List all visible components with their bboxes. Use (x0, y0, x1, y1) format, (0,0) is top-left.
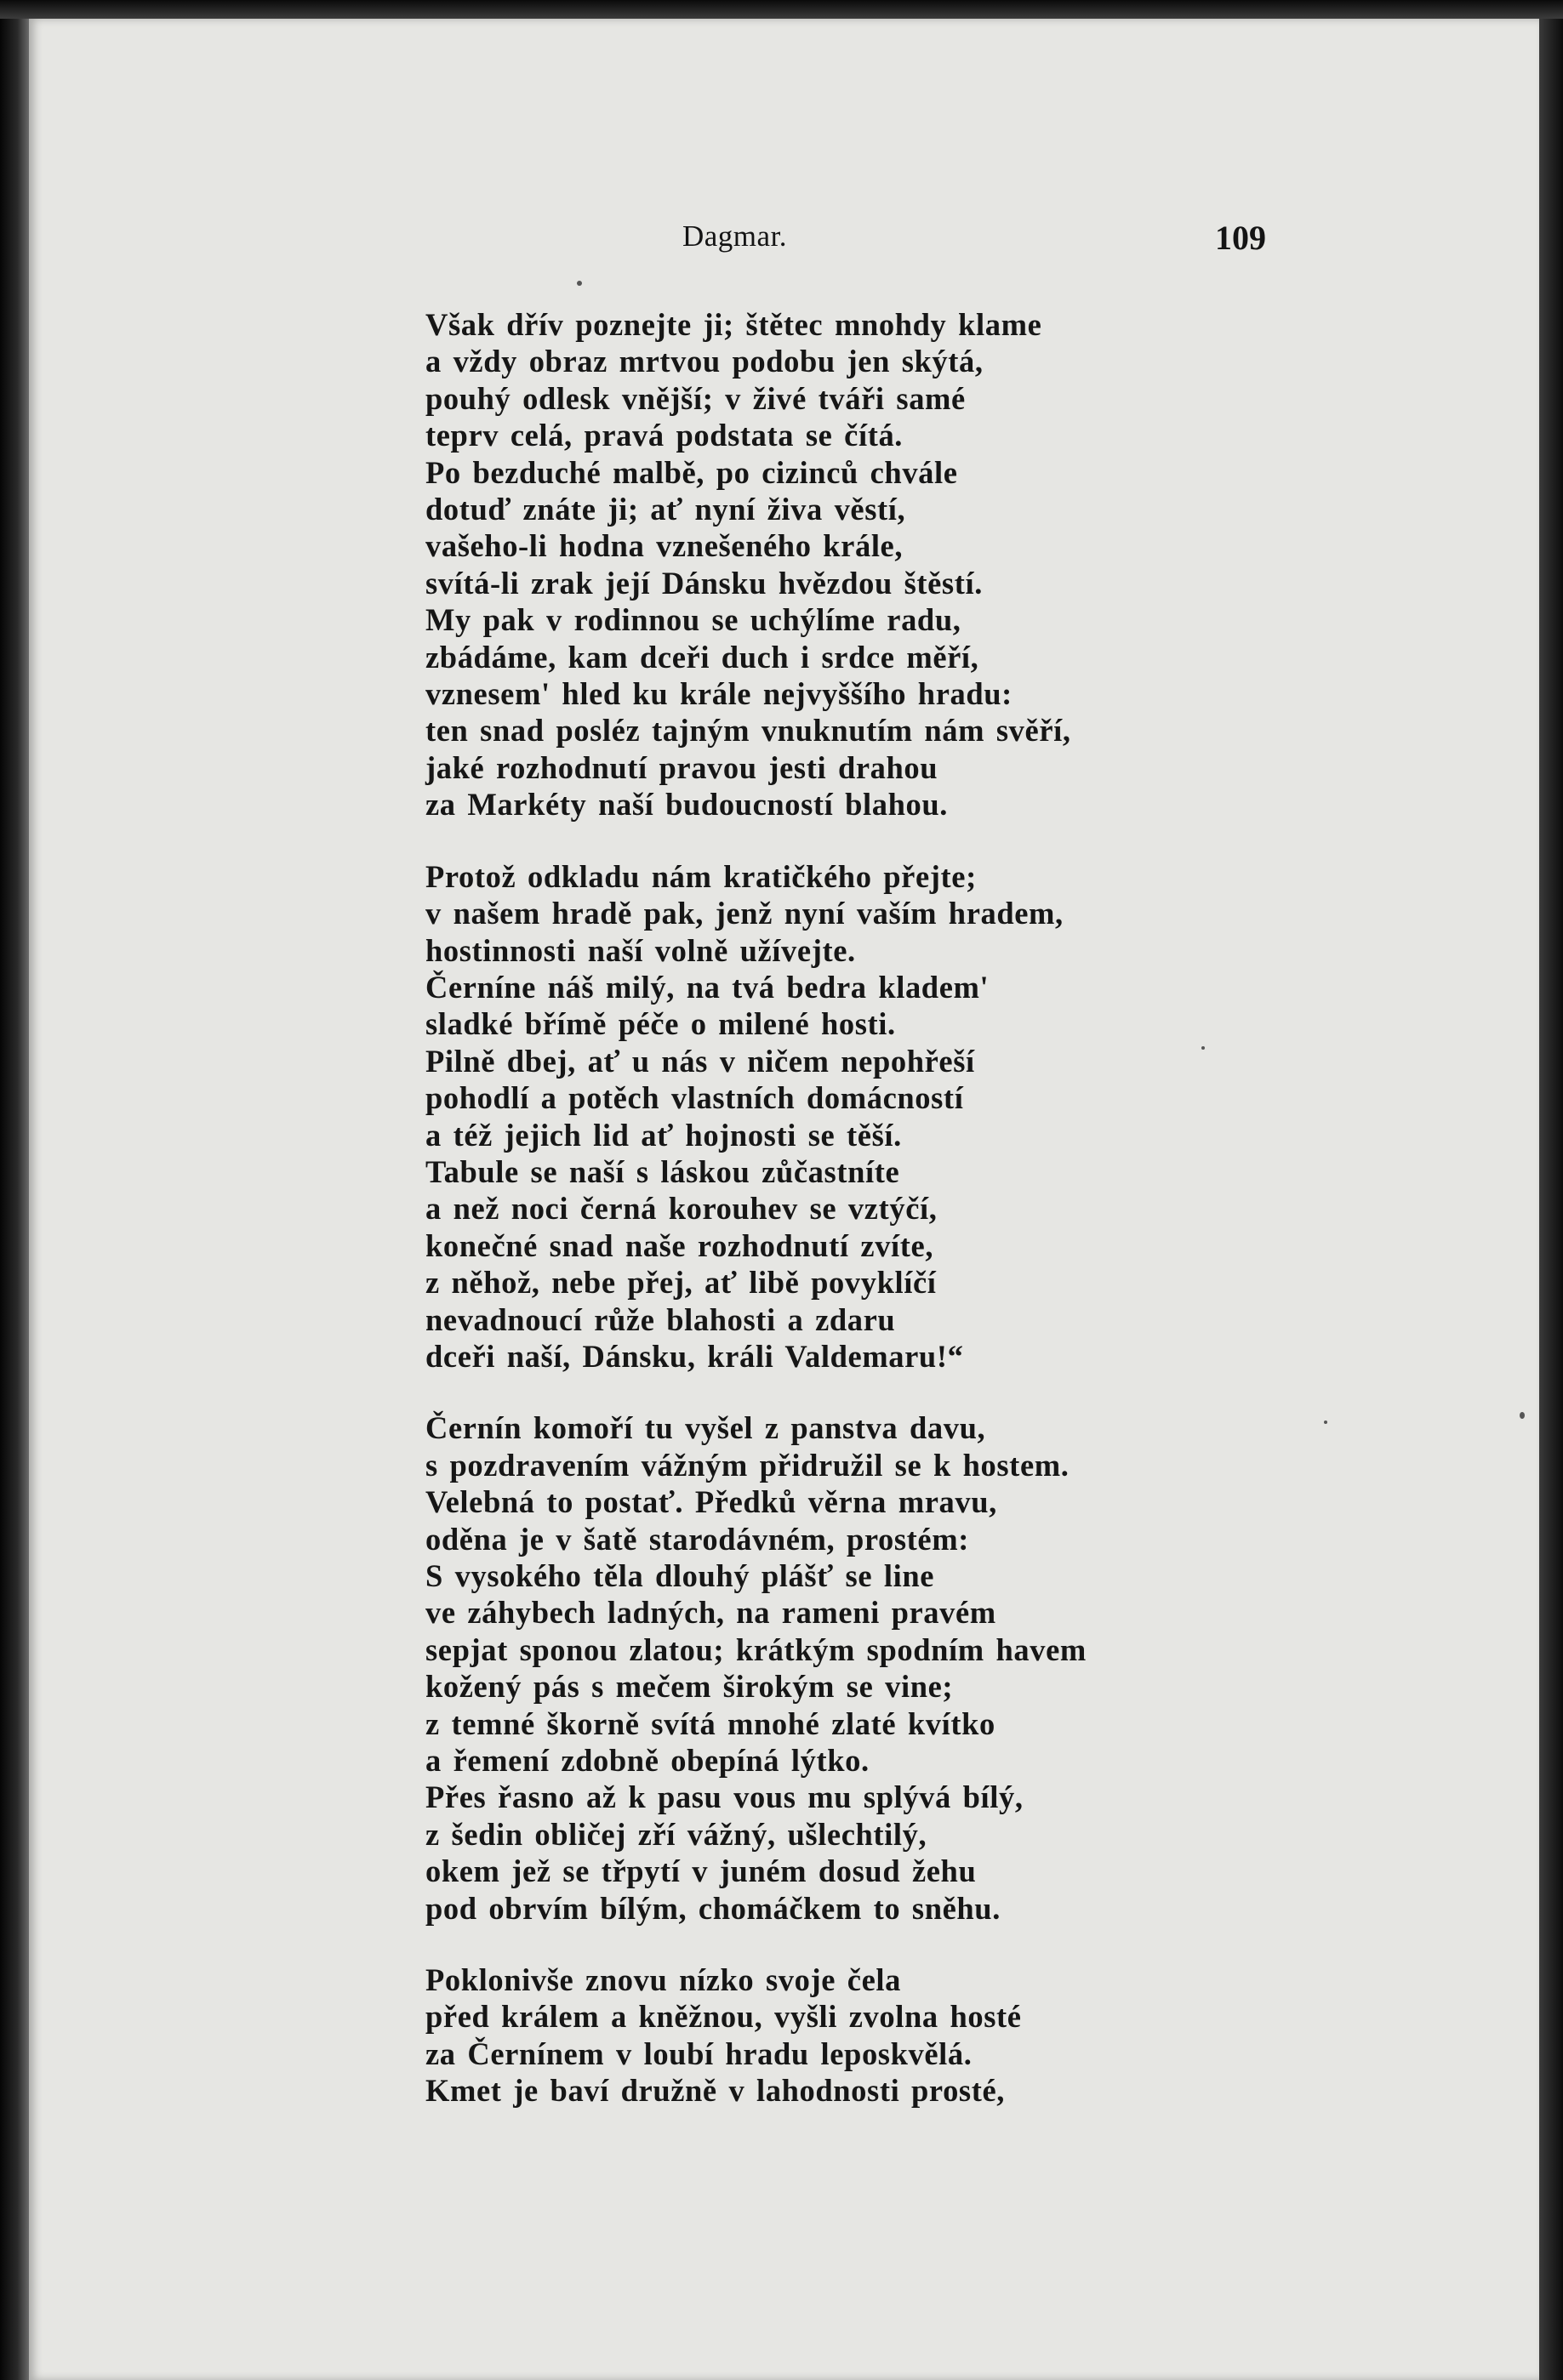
page-header (0, 219, 1563, 262)
page-top-edge (0, 0, 1563, 19)
page-number: 109 (1215, 219, 1266, 257)
verse-line: okem jež se třpytí v juném dosud žehu (425, 1853, 977, 1889)
poem-text (425, 306, 1191, 2144)
verse-line: vznesem' hled ku krále nejvyššího hradu: (425, 676, 1013, 712)
verse-line: Černíne náš milý, na tvá bedra kladem' (425, 969, 990, 1005)
verse-line: z něhož, nebe přej, ať libě povyklíčí (425, 1265, 937, 1301)
verse-line: svítá-li zrak její Dánsku hvězdou štěstí. (425, 565, 983, 601)
verse-line: Však dřív poznejte ji; štětec mnohdy klame (425, 307, 1042, 342)
verse-line: hostinnosti naší volně užívejte. (425, 932, 856, 968)
print-speck (577, 281, 582, 286)
verse-line: a řemení zdobně obepíná lýtko. (425, 1743, 870, 1779)
verse-line: Protož odkladu nám kratičkého přejte; (425, 858, 977, 894)
verse-line: ve záhybech ladných, na rameni pravém (425, 1595, 996, 1631)
verse-line: Po bezduché malbě, po cizinců chvále (425, 454, 958, 490)
stanza-2 (425, 858, 1191, 1375)
verse-line: z temné škorně svítá mnohé zlaté kvítko (425, 1705, 995, 1741)
page-binding-shadow (0, 0, 29, 2380)
verse-line: a než noci černá korouhev se vztýčí, (425, 1191, 938, 1227)
verse-line: nevadnoucí růže blahosti a zdaru (425, 1301, 896, 1337)
verse-line: pod obrvím bílým, chomáčkem to sněhu. (425, 1890, 1001, 1926)
print-speck (1324, 1421, 1327, 1424)
verse-line: za Černínem v loubí hradu leposkvělá. (425, 2036, 973, 2071)
print-speck (1201, 1046, 1205, 1050)
verse-line: My pak v rodinnou se uchýlíme radu, (425, 602, 961, 638)
verse-line: S vysokého těla dlouhý plášť se line (425, 1558, 935, 1593)
verse-line: konečné snad naše rozhodnutí zvíte, (425, 1227, 934, 1263)
verse-line: ten snad posléz tajným vnuknutím nám svěří, (425, 713, 1071, 749)
verse-line: a vždy obraz mrtvou podobu jen skýtá, (425, 344, 984, 379)
stanza-3 (425, 1409, 1191, 1927)
stanza-4 (425, 1962, 1191, 2110)
verse-line: Poklonivše znovu nízko svoje čela (425, 1962, 901, 1998)
running-head: Dagmar. (682, 219, 788, 253)
verse-line: teprv celá, pravá podstata se čítá. (425, 418, 904, 453)
verse-line: Černín komoří tu vyšel z panstva davu, (425, 1410, 986, 1446)
verse-line: za Markéty naší budoucností blahou. (425, 787, 949, 823)
verse-line: Pilně dbej, ať u nás v ničem nepohřeší (425, 1043, 975, 1079)
verse-line: Tabule se naší s láskou zůčastníte (425, 1153, 900, 1189)
verse-line: Přes řasno až k pasu vous mu splývá bílý, (425, 1779, 1024, 1815)
verse-line: z šedin obličej zří vážný, ušlechtilý, (425, 1816, 927, 1852)
verse-line: pohodlí a potěch vlastních domácností (425, 1080, 964, 1116)
verse-line: jaké rozhodnutí pravou jesti drahou (425, 749, 938, 785)
verse-line: kožený pás s mečem širokým se vine; (425, 1669, 954, 1705)
verse-line: sepjat sponou zlatou; krátkým spodním havem (425, 1631, 1087, 1667)
verse-line: oděna je v šatě starodávném, prostém: (425, 1521, 969, 1557)
verse-line: dotuď znáte ji; ať nyní živa věstí, (425, 492, 906, 527)
verse-line: Kmet je baví družně v lahodnosti prosté, (425, 2073, 1006, 2109)
verse-line: Velebná to postať. Předků věrna mravu, (425, 1484, 997, 1520)
verse-line: dceři naší, Dánsku, králi Valdemaru!“ (425, 1338, 964, 1374)
verse-line: v našem hradě pak, jenž nyní vaším hradem, (425, 896, 1064, 931)
verse-line: pouhý odlesk vnější; v živé tváři samé (425, 380, 966, 416)
page-right-edge (1539, 0, 1563, 2380)
verse-line: s pozdravením vážným přidružil se k hostem. (425, 1447, 1070, 1483)
verse-line: sladké břímě péče o milené hosti. (425, 1006, 896, 1042)
verse-line: zbádáme, kam dceři duch i srdce měří, (425, 639, 979, 675)
stanza-1 (425, 306, 1191, 823)
verse-line: a též jejich lid ať hojnosti se těší. (425, 1117, 902, 1153)
verse-line: vašeho-li hodna vznešeného krále, (425, 528, 904, 564)
print-speck (1520, 1412, 1525, 1419)
verse-line: před králem a kněžnou, vyšli zvolna hosté (425, 1999, 1022, 2035)
